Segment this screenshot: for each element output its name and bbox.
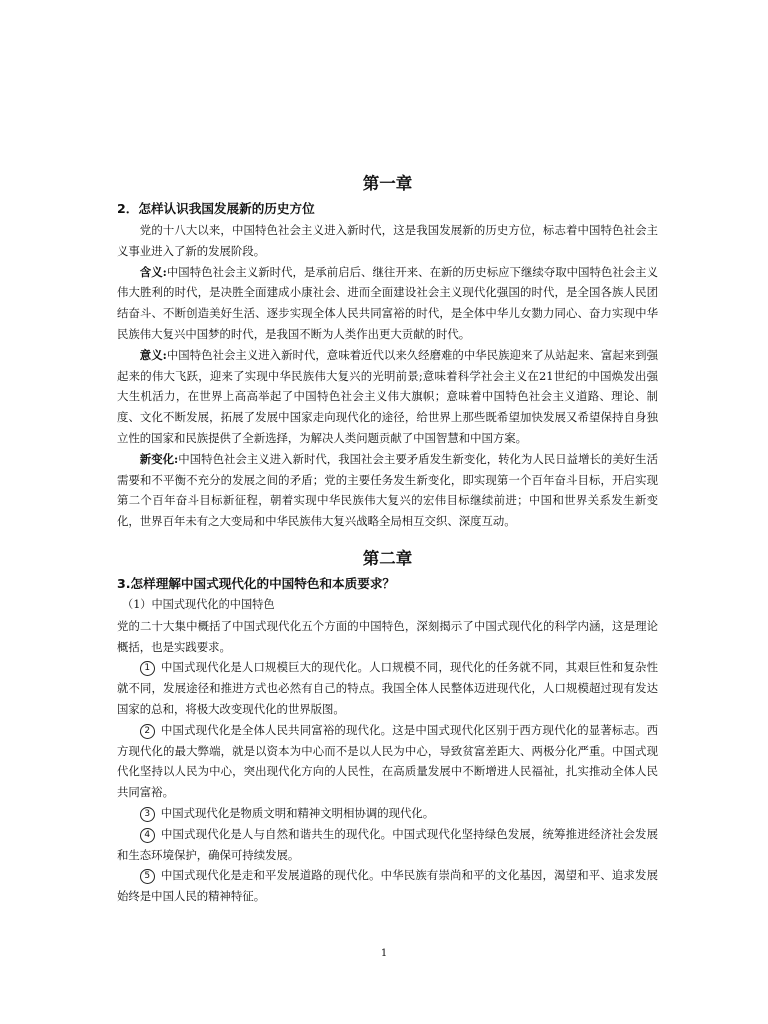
list-item-1-text: 中国式现代化是人口规模巨大的现代化。人口规模不同，现代化的任务就不同，其艰巨性和复杂性就不同，发展途径和推进方式也必然有自己的特点。我国全体人民整体迈进现代化，人口规模超过现有发达国家的总和，将极大改变现代化的世界版图。 — [117, 660, 658, 716]
page-number: 1 — [380, 948, 388, 959]
list-item-3 — [117, 803, 658, 824]
list-item-4 — [117, 824, 658, 866]
new-change-text: 中国特色社会主义进入新时代，我国社会主要矛盾发生新变化，转化为人民日益增长的美好生活需要和不平衡不充分的发展之间的矛盾；党的主要任务发生新变化，即实现第一个百年奋斗目标，开启实现第二个百年奋斗目标新征程，朝着实现中华民族伟大复兴的宏伟目标继续前进；中国和世界关系发生新变化，世界百年未有之大变局和中华民族伟大复兴战略全局相互交织、深度互动。 — [117, 451, 658, 529]
list-item-2 — [117, 720, 658, 803]
meaning-label: 含义: — [139, 264, 167, 279]
meaning-text: 中国特色社会主义新时代，是承前启后、继往开来、在新的历史标应下继续夺取中国特色社会主义伟大胜利的时代，是决胜全面建成小康社会、进而全面建设社会主义现代化强国的时代，是全国各族人民团结奋斗、不断创造美好生活、逐步实现全体人民共同富裕的时代，是全体中华儿女勠力同心、奋力实现中华民族伟大复兴中国梦的时代，是我国不断为人类作出更大贡献的时代。 — [117, 264, 658, 341]
circled-number-5: 5 — [140, 869, 155, 884]
list-item-4-text: 中国式现代化是人与自然和谐共生的现代化。中国式现代化坚持绿色发展，统筹推进经济社会发展和生态环境保护，确保可持续发展。 — [117, 826, 658, 862]
significance-label: 意义: — [139, 347, 167, 362]
circled-number-1: 1 — [140, 661, 155, 676]
chapter-2-heading: 第二章 — [362, 548, 413, 568]
circled-number-2: 2 — [140, 724, 155, 739]
question-3-title: 3.怎样理解中国式现代化的中国特色和本质要求？ — [117, 575, 396, 591]
list-item-5 — [117, 865, 658, 907]
circled-number-3: 3 — [140, 807, 155, 822]
list-item-5-text: 中国式现代化是走和平发展道路的现代化。中华民族有崇尚和平的文化基因，渴望和平、追求发展始终是中国人民的精神特征。 — [117, 868, 658, 904]
circled-number-4: 4 — [140, 828, 155, 843]
chapter-1-intro: 党的十八大以来，中国特色社会主义进入新时代，这是我国发展新的历史方位，标志着中国特色社会主义事业进入了新的发展阶段。 — [117, 223, 658, 258]
list-item-2-text: 中国式现代化是全体人民共同富裕的现代化。这是中国式现代化区别于西方现代化的显著标志。西方现代化的最大弊端，就是以资本为中心而不是以人民为中心，导致贫富差距大、两极分化严重。中国式现代化坚持以人民为中心，突出现代化方向的人民性，在高质量发展中不断增进人民福祉，扎实推动全体人民共同富裕。 — [117, 722, 658, 800]
new-change-label: 新变化: — [139, 451, 179, 466]
significance-paragraph — [117, 345, 658, 449]
list-item-1 — [117, 657, 658, 719]
chapter-1-heading: 第一章 — [362, 174, 413, 193]
new-change-paragraph — [117, 449, 658, 532]
meaning-paragraph — [117, 262, 658, 345]
significance-text: 中国特色社会主义进入新时代，意味着近代以来久经磨难的中华民族迎来了从站起来、富起来到强起来的伟大飞跃，迎来了实现中华民族伟大复兴的光明前景;意味着科学社会主义在21世纪的中国焕发出强大生机活力，在世界上高高举起了中国特色社会主义伟大旗帜；意味着中国特色社会主义道路、理论、制度、文化不断发展，拓展了发展中国家走向现代化的途径，给世界上那些既希望加快发展又希望保持自身独立性的国家和民族提供了全新选择，为解决人类问题贡献了中国智慧和中国方案。 — [117, 347, 658, 445]
sub-heading: （1）中国式现代化的中国特色 — [122, 597, 275, 611]
list-item-3-text: 中国式现代化是物质文明和精神文明相协调的现代化。 — [160, 805, 435, 820]
chapter-2-intro: 党的二十大集中概括了中国式现代化五个方面的中国特色，深刻揭示了中国式现代化的科学内涵，这是理论概括，也是实践要求。 — [117, 618, 658, 654]
question-2-title: 2．怎样认识我国发展新的历史方位 — [117, 201, 315, 216]
